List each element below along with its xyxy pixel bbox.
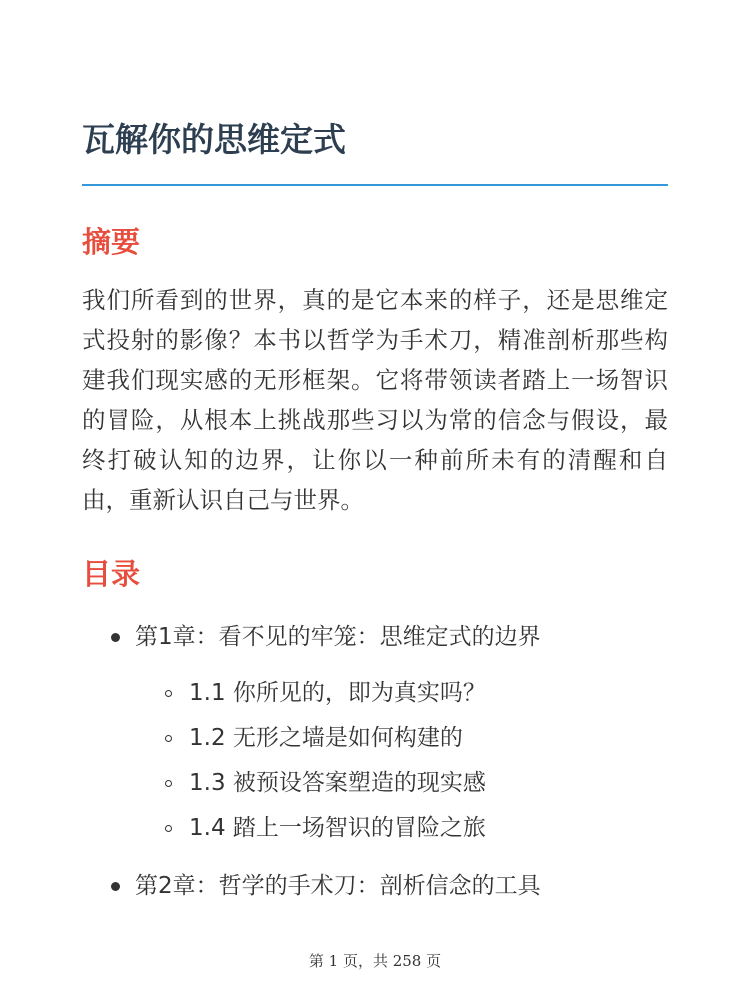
- toc-section-1-3[interactable]: 1.3 被预设答案塑造的现实感: [189, 770, 486, 796]
- bullet-icon: [111, 633, 120, 642]
- abstract-paragraph: 我们所看到的世界，真的是它本来的样子，还是思维定式投射的影像？本书以哲学为手术刀，精准剖析那些构建我们现实感的无形框架。它将带领读者踏上一场智识的冒险，从根本上挑战那些习以为常的信念与假设，最终打破认知的边界，让你以一种前所未有的清醒和自由，重新认识自己与世界。: [82, 286, 668, 514]
- hollow-bullet-icon: [165, 825, 172, 832]
- toc-section-1-1[interactable]: 1.1 你所见的，即为真实吗？: [189, 680, 486, 706]
- toc-chapter-1[interactable]: 第1章：看不见的牢笼：思维定式的边界: [135, 624, 541, 650]
- toc-section-1-4[interactable]: 1.4 踏上一场智识的冒险之旅: [189, 815, 486, 841]
- page-number: 第 1 页，共 258 页: [308, 952, 442, 970]
- title-divider: [82, 184, 668, 186]
- hollow-bullet-icon: [165, 780, 172, 787]
- abstract-heading: 摘要: [82, 225, 141, 259]
- toc-section-1-2[interactable]: 1.2 无形之墙是如何构建的: [189, 725, 463, 751]
- toc-chapter-2[interactable]: 第2章：哲学的手术刀：剖析信念的工具: [135, 873, 541, 899]
- bullet-icon: [111, 882, 120, 891]
- hollow-bullet-icon: [165, 690, 172, 697]
- hollow-bullet-icon: [165, 735, 172, 742]
- page-title: 瓦解你的思维定式: [82, 120, 346, 159]
- toc-heading: 目录: [82, 557, 141, 591]
